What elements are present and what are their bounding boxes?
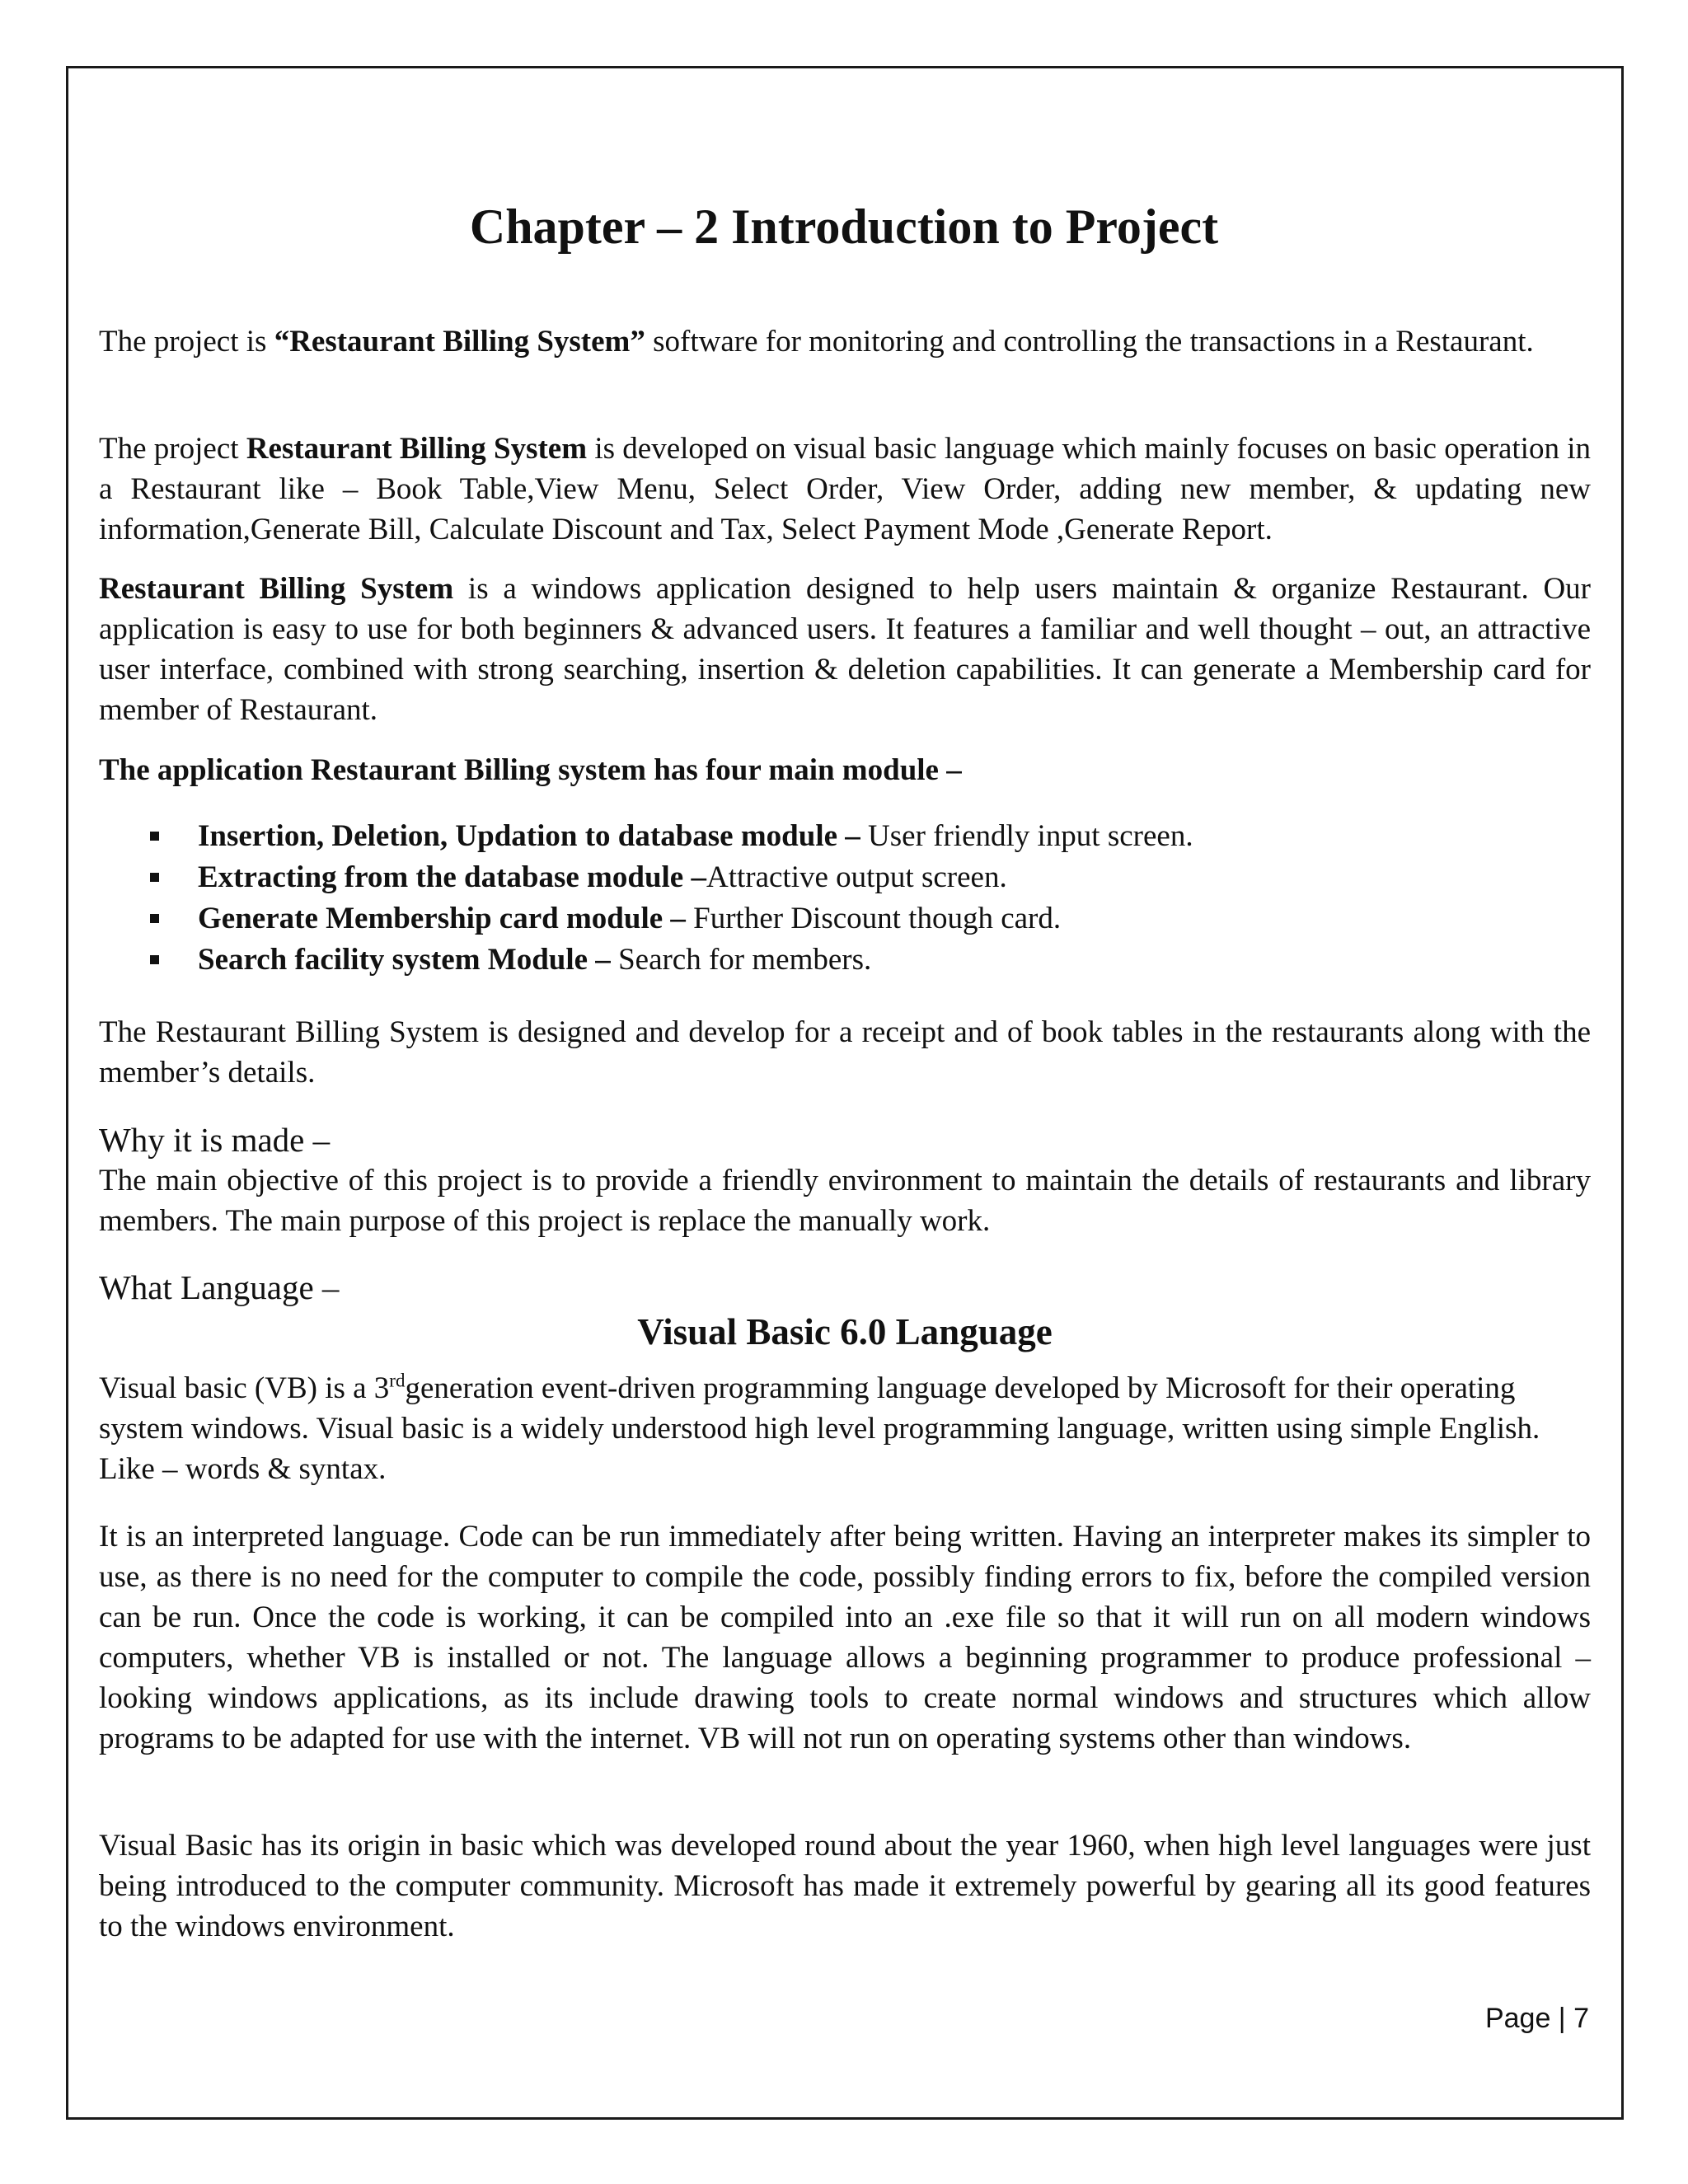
list-item: Extracting from the database module –Attractive output screen.	[99, 857, 1591, 898]
bullet-icon	[150, 832, 159, 841]
description-paragraph: The project Restaurant Billing System is developed on visual basic language which mainly focuses on basic operation in a Restaurant like – Book Table,View Menu, Select Order, View Order, adding new member, & updating new information,Generate Bill, Calculate Discount and Tax, Select Payment Mode ,Generate Report.	[99, 432, 1591, 546]
bullet-icon	[150, 955, 159, 964]
vb-intro-paragraph: Visual basic (VB) is a 3rdgeneration event-driven programming language developed by Microsoft for their operating system windows. Visual basic is a widely understood high level programming language, written using simple English. Like – words & syntax.	[99, 1370, 1540, 1486]
design-paragraph: The Restaurant Billing System is designed and develop for a receipt and of book tables in the restaurants along with the member’s details.	[99, 1015, 1591, 1090]
application-paragraph: Restaurant Billing System is a windows application designed to help users maintain & organize Restaurant. Our application is easy to use for both beginners & advanced users. It features a familiar and well thought – out, an attractive user interface, combined with strong searching, insertion & deletion capabilities. It can generate a Membership card for member of Restaurant.	[99, 572, 1591, 727]
objective-paragraph: The main objective of this project is to provide a friendly environment to maintain the details of restaurants and library members. The main purpose of this project is replace the manually work.	[99, 1164, 1591, 1238]
modules-heading: The application Restaurant Billing system has four main module –	[99, 753, 962, 787]
interpreted-paragraph: It is an interpreted language. Code can be run immediately after being written. Having an interpreter makes its simpler to use, as there is no need for the computer to compile the code, possibly finding errors to fix, before the compiled version can be run. Once the code is working, it can be compiled into an .exe file so that it will run on all modern windows computers, whether VB is installed or not. The language allows a beginning programmer to produce professional – looking windows applications, as its include drawing tools to create normal windows and structures which allow programs to be adapted for use with the internet. VB will not run on operating systems other than windows.	[99, 1520, 1591, 1755]
origin-paragraph: Visual Basic has its origin in basic which was developed round about the year 1960, when high level languages were just being introduced to the computer community. Microsoft has made it extremely powerful by gearing all its good features to the windows environment.	[99, 1829, 1591, 1943]
page-number: Page | 7	[1484, 2003, 1589, 2034]
language-heading: What Language –	[99, 1268, 340, 1306]
bullet-icon	[150, 914, 159, 923]
why-heading: Why it is made –	[99, 1121, 331, 1159]
list-item: Generate Membership card module – Further Discount though card.	[99, 898, 1591, 940]
page-border	[66, 66, 1624, 2120]
list-item: Search facility system Module – Search for members.	[99, 940, 1591, 981]
chapter-title: Chapter – 2 Introduction to Project	[469, 199, 1219, 254]
modules-list	[99, 816, 1591, 981]
bullet-icon	[150, 873, 159, 882]
vb-section-title: Visual Basic 6.0 Language	[637, 1311, 1053, 1352]
intro-paragraph: The project is “Restaurant Billing System” software for monitoring and controlling the transactions in a Restaurant.	[99, 325, 1534, 359]
list-item: Insertion, Deletion, Updation to database module – User friendly input screen.	[99, 816, 1591, 857]
project-name: “Restaurant Billing System”	[274, 325, 645, 359]
